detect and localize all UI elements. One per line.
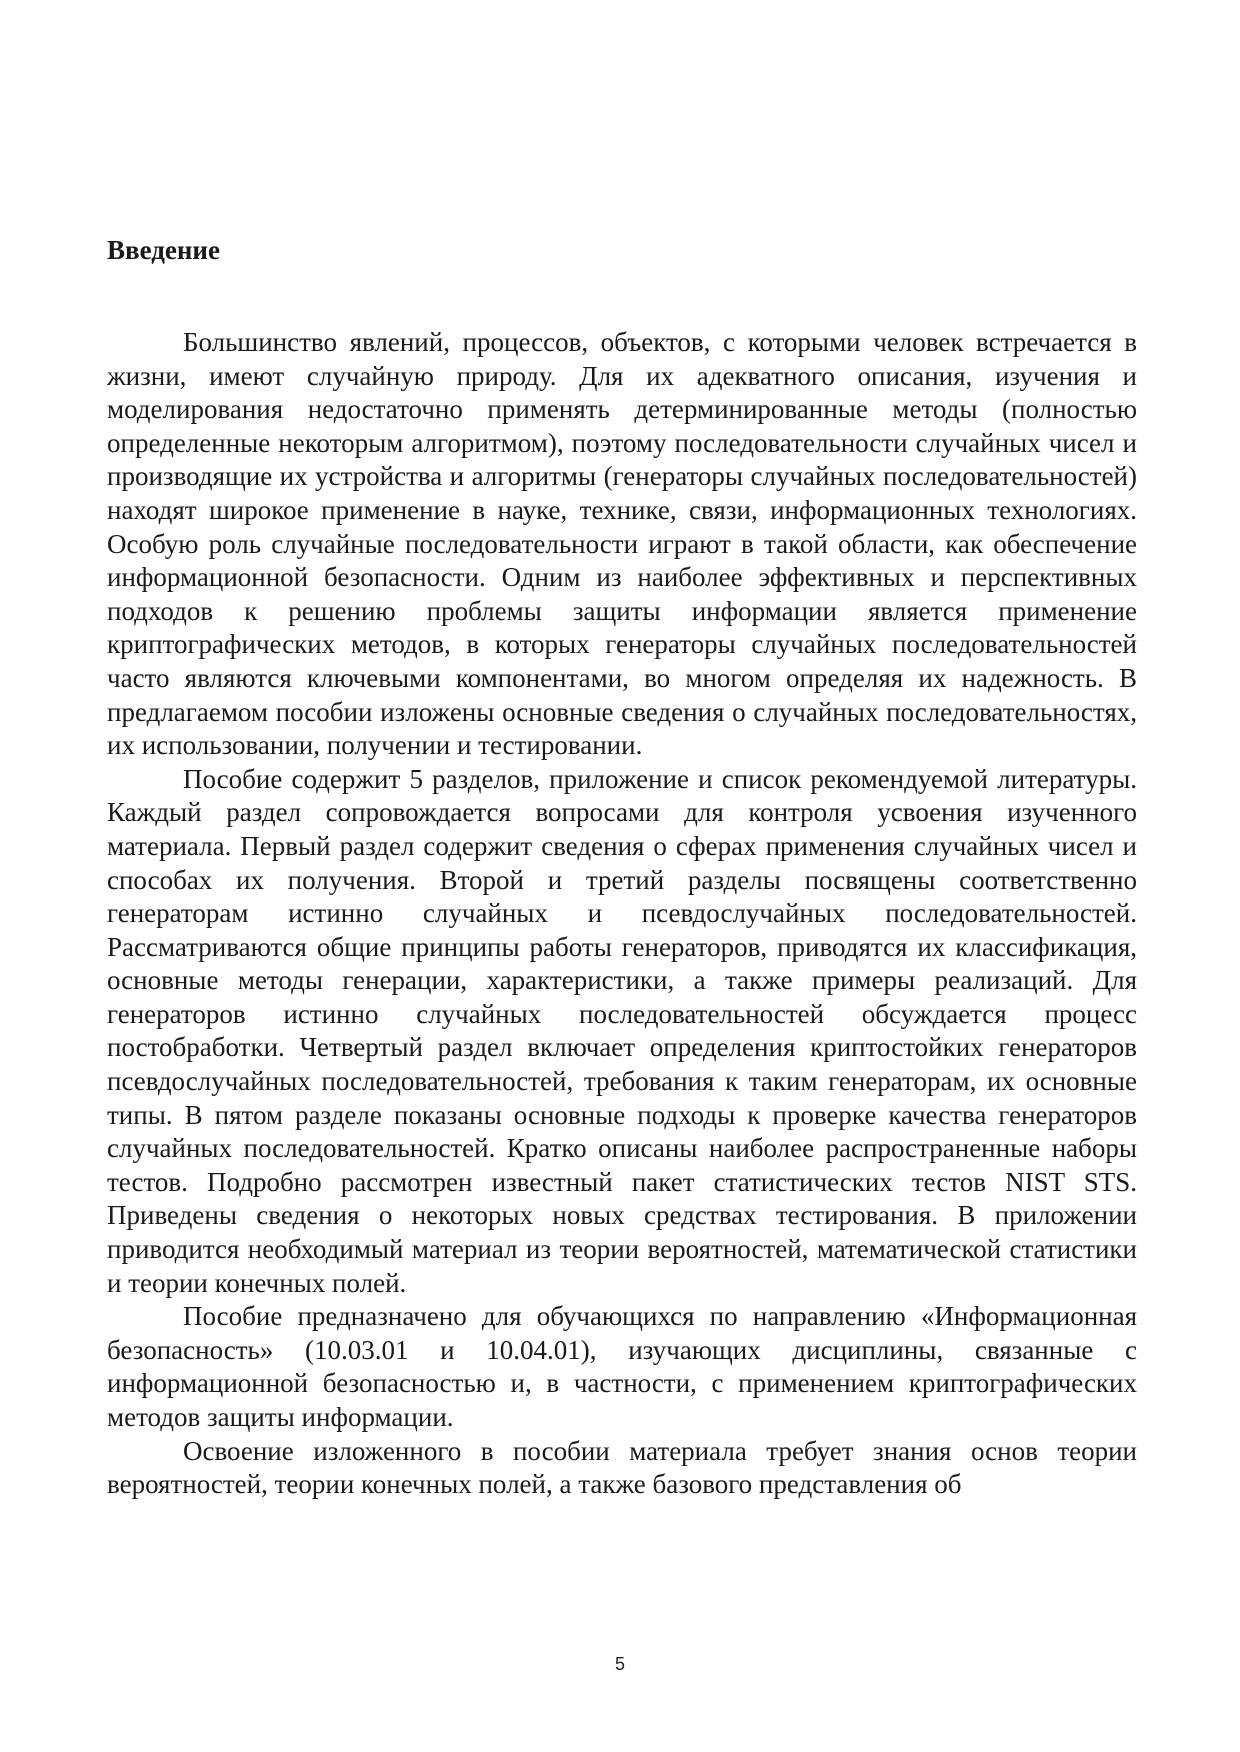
page-number: 5 <box>614 1654 625 1674</box>
paragraph-contents: Пособие содержит 5 разделов, приложение и список рекомендуемой литературы. Каждый раздел сопровождается вопросами для контроля усвоения изученного материала. Первый раздел содержит сведения о сферах применения случайных чисел и способах их получения. Второй и третий разделы посвящены соответственно генераторам истинно случайных и псевдослучайных последовательностей. Рассматриваются общие принципы работы генераторов, приводятся их классификация, основные методы генерации, характеристики, а также примеры реализаций. Для генераторов истинно случайных последовательностей обсуждается процесс постобработки. Четвертый раздел включает определения криптостойких генераторов псевдослучайных последовательностей, требования к таким генераторам, их основные типы. В пятом разделе показаны основные подходы к проверке качества генераторов случайных последовательностей. Кратко описаны наиболее распространенные наборы тестов. Подробно рассмотрен известный пакет статистических тестов NIST STS. Приведены сведения о некоторых новых средствах тестирования. В приложении приводится необходимый материал из теории вероятностей, математической статистики и теории конечных полей. <box>107 763 1137 1298</box>
paragraph-prerequisites: Освоение изложенного в пособии материала требует знания основ теории вероятностей, теории конечных полей, а также базового представления об <box>107 1435 1137 1500</box>
body-text <box>107 326 1137 1502</box>
paragraph-audience: Пособие предназначено для обучающихся по направлению «Информационная безопасность» (10.03.01 и 10.04.01), изучающих дисциплины, связанные с информационной безопасностью и, в частности, с применением криптографических методов защиты информации. <box>107 1301 1137 1432</box>
section-heading: Введение <box>107 235 220 265</box>
paragraph-intro: Большинство явлений, процессов, объектов, с которыми человек встречается в жизни, имеют случайную природу. Для их адекватного описания, изучения и моделирования недостаточно применять детерминированные методы (полностью определенные некоторым алгоритмом), поэтому последовательности случайных чисел и производящие их устройства и алгоритмы (генераторы случайных последовательностей) находят широкое применение в науке, технике, связи, информационных технологиях. Особую роль случайные последовательности играют в такой области, как обеспечение информационной безопасности. Одним из наиболее эффективных и перспективных подходов к решению проблемы защиты информации является применение криптографических методов, в которых генераторы случайных последовательностей часто являются ключевыми компонентами, во многом определяя их надежность. В предлагаемом пособии изложены основные сведения о случайных последовательностях, их использовании, получении и тестировании. <box>107 327 1137 761</box>
